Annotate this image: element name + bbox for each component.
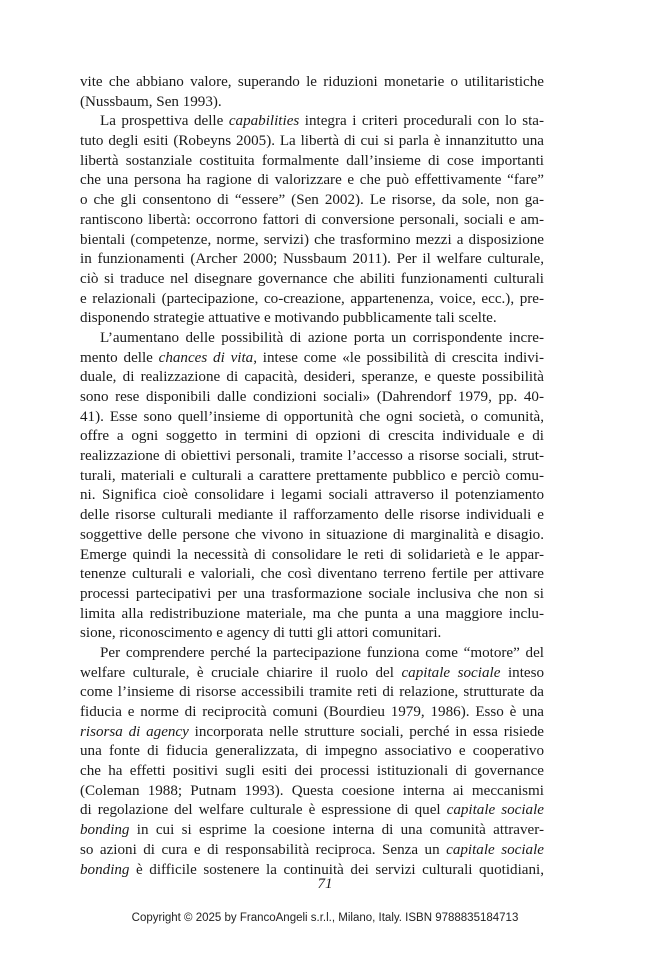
text-line: disponendo strategie attuative e motivando pubblicamente tali scelte. [80, 310, 497, 327]
text-line: rantiscono libertà: occorrono fattori di conversione personali, sociali e am- [80, 211, 544, 228]
text-line: che ha effetti positivi sugli esiti dei processi istituzionali di governance [80, 763, 544, 780]
text-line: bonding in cui si esprime la coesione interna di una comunità attraver- [80, 822, 544, 839]
text-line: L’aumentano delle possibilità di azione porta un corrispondente incre- [100, 329, 544, 346]
text-line: mento delle chances di vita, intese come «le possibilità di crescita indivi- [80, 349, 544, 366]
text-line: delle risorse culturali mediante il rafforzamento delle risorse individuali e [80, 507, 544, 524]
text-line: Emerge quindi la necessità di consolidare le reti di solidarietà e le appar- [80, 546, 544, 563]
text-line: offre a ogni soggetto in termini di opzioni di crescita individuale e di [80, 428, 544, 445]
page-number: 71 [317, 876, 333, 892]
text-line: ni. Significa cioè consolidare i legami sociali attraverso il potenziamento [80, 487, 544, 504]
text-line: 41). Esse sono quell’insieme di opportunità che ogni società, o comunità, [80, 408, 544, 425]
text-line: bientali (competenze, norme, servizi) che trasformino mezzi a disposizione [80, 231, 544, 248]
text-line: che una persona ha ragione di valorizzare e che può effettivamente “fare” [80, 172, 544, 189]
copyright-notice: Copyright © 2025 by FrancoAngeli s.r.l., Milano, Italy. ISBN 9788835184713 [131, 912, 519, 924]
text-line: di regolazione del welfare culturale è espressione di quel capitale sociale [80, 802, 544, 819]
text-line: vite che abbiano valore, superando le riduzioni monetarie o utilitaristiche [80, 74, 544, 90]
text-line: turali, materiali e culturali a carattere prettamente pubblico e perciò comu- [80, 467, 544, 484]
text-line: welfare culturale, è cruciale chiarire il ruolo del capitale sociale inteso [80, 664, 545, 681]
text-line: La prospettiva delle capabilities integra i criteri procedurali con lo sta- [100, 113, 544, 130]
text-line: fiducia e norme di reciprocità comuni (Bourdieu 1979, 1986). Esso è una [80, 704, 544, 720]
text-line: libertà sostanziale costituita formalmente dall’insieme di cose importanti [80, 152, 544, 169]
text-line: (Coleman 1988; Putnam 1993). Questa coesione interna ai meccanismi [80, 782, 544, 799]
text-line: tuto degli esiti (Robeyns 2005). La libertà di cui si parla è innanzitutto una [80, 133, 544, 150]
text-line: risorsa di agency incorporata nelle strutture sociali, perché in essa risiede [80, 723, 545, 740]
text-line: e relazionali (partecipazione, co-creazione, appartenenza, voice, ecc.), pre- [80, 290, 544, 307]
text-line: tenenze culturali e valoriali, che così diventano terreno fertile per attivare [80, 566, 544, 583]
body-text [80, 73, 544, 880]
text-line: processi partecipativi per una trasformazione sociale inclusiva che non si [80, 585, 544, 602]
text-line: realizzazione di obiettivi personali, tramite l’accesso a risorse sociali, strut- [80, 448, 544, 465]
text-line: so azioni di cura e di responsabilità reciproca. Senza un capitale sociale [80, 841, 544, 858]
text-line: Per comprendere perché la partecipazione funziona come “motore” del [100, 644, 544, 661]
text-line: sono rese disponibili dalle condizioni sociali» (Dahrendorf 1979, pp. 40- [80, 389, 544, 405]
text-line: duale, di realizzazione di capacità, desideri, speranze, e queste possibilità [80, 369, 544, 386]
text-line: come l’insieme di risorse accessibili tramite reti di relazione, strutturate da [80, 684, 544, 701]
text-line: in funzionamenti (Archer 2000; Nussbaum 2011). Per il welfare culturale, [80, 251, 544, 268]
text-line: o che gli consentono di “essere” (Sen 2002). Le risorse, da sole, non ga- [80, 192, 544, 209]
text-line: ciò si traduce nel disegnare governance che abiliti funzionamenti culturali [80, 270, 544, 287]
text-line: (Nussbaum, Sen 1993). [80, 93, 222, 110]
text-line: sione, riconoscimento e agency di tutti gli attori comunitari. [80, 625, 442, 642]
text-line: bonding è difficile sostenere la continuità dei servizi culturali quotidiani, [80, 861, 544, 878]
text-line: soggettive delle persone che vivono in situazione di marginalità e disagio. [80, 526, 544, 543]
text-line: limita alla redistribuzione materiale, ma che punta a una maggiore inclu- [80, 605, 544, 622]
text-line: una fonte di fiducia generalizzata, di impegno associativo e cooperativo [80, 743, 544, 760]
